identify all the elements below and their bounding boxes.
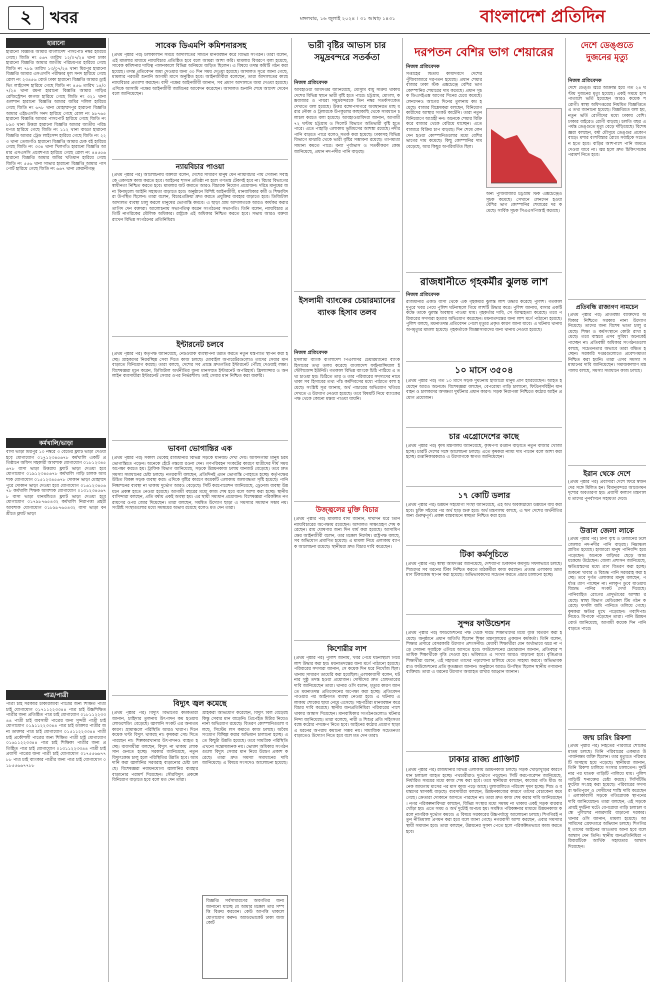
headline-sakib: সাবেক ডিএমপি কমিশনারসহ: [155, 41, 247, 50]
body-pratichhabi: (প্রথম পৃষ্ঠার পর) প্রতিবন্ধী ব্যক্তিদের অধিকার নিশ্চিতে সরকার নানা উদ্যোগ নিয়েছে। তাদের জন্য বিশেষ ভাতা চালু রয়েছে। শিক্ষা ও কর্মসংস্থানে কোটা রাখা হয়েছে। তবে বাস্তবে এসব সুবিধা অনেকেই পাচ্ছেন না। প্রতিবন্ধী অধিকার সংগঠনগুলো বলছে, সচেতনতার অভাবে তারা বঞ্চিত হচ্ছেন। সরকারি দপ্তরগুলোতে প্রবেশগম্যতা নিশ্চিত করা হয়নি। তারা এসব সমস্যা সমাধানের দাবি জানিয়েছেন। সমাজকল্যাণ মন্ত্রণালয় বলছে, সমস্যা সমাধানে কাজ চলছে।: [568, 313, 646, 374]
headline-ten-months: ১০ মাসে ৩৫০৪: [454, 366, 514, 376]
header-date: মঙ্গলবার, ১৬ জুলাই ২০২৪ । ৩১ আষাঢ় ১৪৩১: [300, 16, 396, 22]
rule-dengue: [568, 299, 646, 300]
body-ten-months: (প্রথম পৃষ্ঠার পর) গত ১০ মাসে সড়ক দুর্ঘটনায় হাজারো মানুষ প্রাণ হারিয়েছেন। আহত হয়েছেন আরও অনেকে। বিশেষজ্ঞরা বলছেন, বেপরোয়া গাড়ি চালানো, ফিটনেসবিহীন যানবাহন ও চালকদের অদক্ষতা দুর্ঘটনার প্রধান কারণ। সড়ক নিরাপত্তা নিশ্চিতে কঠোর আইন প্রয়োগ প্রয়োজন।: [406, 379, 562, 401]
ad-box-small: বিজ্ঞপ্তি সর্বসাধারণের অবগতির জন্য জানানো যাচ্ছে যে আমার মক্কেল তার সম্পত্তি বিক্রয় করবেন। কেউ আপত্তি থাকলে যোগাযোগ করুন। অ্যাডভোকেট ঢাকা জজ কোর্ট: [202, 895, 288, 979]
rule-pratichhabi: [568, 465, 646, 466]
rule-tika: [406, 614, 562, 615]
masthead: [0, 0, 650, 34]
column-divider-1: [108, 38, 109, 982]
body-islami: ইসলামী ব্যাংক বাংলাদেশ পিএলসির চেয়ারম্যানের ব্যাংক হিসাবের তথ্য তলব করেছে বাংলাদেশ ফাইন্যান্সিয়াল ইন্টেলিজেন্স ইউনিট। গতকাল বিভিন্ন ব্যাংকে চিঠি পাঠিয়ে এ তথ্য চাওয়া হয়। চিঠিতে তার ও তার পরিবারের সদস্যদের নামে থাকা সব হিসাবের তথ্য পাঁচ কর্মদিবসের মধ্যে পাঠাতে বলা হয়েছে। সংশ্লিষ্ট সূত্র জানায়, অর্থ পাচারের অভিযোগ খতিয়ে দেখতে এ উদ্যোগ নেওয়া হয়েছে। তবে বিষয়টি নিয়ে ব্যাংকের পক্ষ থেকে কোনো মন্তব্য পাওয়া যায়নি।: [294, 358, 400, 403]
headline-chamak: ১৭ কোটি ডলার: [457, 491, 511, 500]
rule-iran: [568, 522, 646, 523]
headline-bidyut: বিদ্যুৎ জ্বল কমেছে: [173, 699, 227, 708]
body-bidyut: (প্রথম পৃষ্ঠার পর) বিদ্যুৎ বিভাগের কর্মকর্তারা জানান, চাহিদার তুলনায় উৎপাদন কম হওয়ায় লোডশেডিং বেড়েছে। জ্বালানি সংকট এর অন্যতম কারণ। গ্রামাঞ্চলে পরিস্থিতি আরও খারাপ। দিনে কয়েক ঘণ্টা বিদ্যুৎ থাকছে না। কৃষকরা সেচ দিতে পারছেন না। শিল্পকারখানার উৎপাদনও ব্যাহত হচ্ছে। ব্যবসায়ীরা বলছেন, বিদ্যুৎ না থাকায় লোকসান গুনতে হচ্ছে। সরকার জানিয়েছে, নতুন বিদ্যুৎকেন্দ্র চালু হলে পরিস্থিতির উন্নতি হবে। আমদানি করা জ্বালানির সরবরাহ বাড়ানোর চেষ্টা চলছে। বিশেষজ্ঞরা নবায়নযোগ্য জ্বালানির ব্যবহার বাড়ানোর পরামর্শ দিয়েছেন। সৌরবিদ্যুৎ প্রকল্পে বিনিয়োগ বাড়াতে হবে বলে মত দেন তারা।: [112, 711, 198, 784]
byline-barsha: নিজস্ব প্রতিবেদক: [294, 80, 328, 86]
body-lead-1: সপ্তাহের দ্বিতীয় কার্যদিবসে দেশের পুঁজিবাজারে দরপতন হয়েছে। প্রধান শেয়ারবাজার ঢাকা স্টক এক্সচেঞ্জে বেশির ভাগ কোম্পানির শেয়ারের দাম কমেছে। প্রধান সূচক ডিএসইএক্স আগের দিনের চেয়ে কমেছে। লেনদেনও আগের দিনের তুলনায় কম হয়েছে। বাজার বিশ্লেষকরা বলছেন, বিনিয়োগকারীদের আস্থার সংকট কাটেনি। তারা নতুন বিনিয়োগে আগ্রহী নন। অনেকে শেয়ার বিক্রি করে বাজার থেকে বেরিয়ে যাচ্ছেন। এতে বাজারে বিক্রির চাপ বাড়ছে। দিন শেষে লেনদেন হওয়া কোম্পানিগুলোর মধ্যে বেশির ভাগের দাম কমেছে। কিছু কোম্পানির দাম বেড়েছে, আর কিছুর অপরিবর্তিত ছিল।: [406, 72, 482, 150]
chart-decline-area: [491, 129, 557, 183]
market-chart: [486, 108, 562, 188]
classified-ads-lost: হারানো বিজ্ঞপ্তি আমার বাংলাদেশ পাসপোর্ট নম্বর হারিয়ে গেছে। জিডি নং ৫৬৭ তারিখ ১২/০৭/২৪ থানা ঢাকা হারানো বিজ্ঞপ্তি আমার জাতীয় পরিচয়পত্র হারিয়ে গেছে জিডি নং ৭৮৯ তারিখ ১৩/০৭/২৪ থানা মিরপুর হারানো বিজ্ঞপ্তি আমার এসএসসি পরীক্ষার মূল সনদ হারিয়ে গেছে রোল নং ২৩৪৫৬ বোর্ড ঢাকা হারানো বিজ্ঞপ্তি আমার ড্রাইভিং লাইসেন্স হারিয়ে গেছে জিডি নং ৪৫৬ তারিখ ১৪/০৭/২৪ থানা রমনা হারানো বিজ্ঞপ্তি আমার গাড়ির রেজিস্ট্রেশন কাগজ হারিয়ে গেছে জিডি নং ৩২১ থানা গুলশান হারানো বিজ্ঞপ্তি আমার জমির দলিল হারিয়ে গেছে জিডি নং ৬৭৮ থানা মোহাম্মদপুর হারানো বিজ্ঞপ্তি আমার এইচএসসি সনদ হারিয়ে গেছে রোল নং ৯৮৭৬৫ হারানো বিজ্ঞপ্তি আমার পাসপোর্ট হারিয়ে গেছে জিডি নং ৮৯০ থানা উত্তরা হারানো বিজ্ঞপ্তি আমার জাতীয় পরিচয়পত্র হারিয়ে গেছে জিডি নং ১১২ থানা বাড্ডা হারানো বিজ্ঞপ্তি আমার ট্রেড লাইসেন্স হারিয়ে গেছে জিডি নং ২২৩ থানা তেজগাঁও হারানো বিজ্ঞপ্তি আমার চেক বই হারিয়ে গেছে জিডি নং ৩৩৪ থানা খিলগাঁও হারানো বিজ্ঞপ্তি আমার এসএসসি প্রবেশপত্র হারিয়ে গেছে রোল নং ৪৪৫৫৬ হারানো বিজ্ঞপ্তি আমার জমির খতিয়ান হারিয়ে গেছে জিডি নং ৫৫৬ থানা সাভার হারানো বিজ্ঞপ্তি আমার পাসপোর্ট হারিয়ে গেছে জিডি নং ৬৬৭ থানা কেরানীগঞ্জ: [6, 50, 106, 173]
headline-tika: টিকা কর্মসূচিতে: [459, 550, 509, 559]
rule-sakib: [112, 159, 288, 160]
body-bidyut-2: গ্রাহকরা অভিযোগ করেছেন, বিদ্যুৎ বিল বেড়েছে কিন্তু সেবার মান বাড়েনি। প্রিপেইড মিটার নিয়েও নানা অভিযোগ রয়েছে। বিতরণ কোম্পানিগুলো বলছে, সিস্টেম লস কমাতে কাজ চলছে। অবৈধ সংযোগ বিচ্ছিন্ন করার অভিযান চালানো হচ্ছে। এতে কিছুটা উন্নতি হয়েছে। তবে সামগ্রিক পরিস্থিতি এখনো সন্তোষজনক নয়। ভোক্তা অধিকার সংগঠনগুলো বিদ্যুৎ সেবার মান নিয়ে উদ্বেগ প্রকাশ করেছে। তারা দ্রুত সমস্যা সমাধানের দাবি জানিয়েছে। এ বিষয়ে সংসদেও আলোচনা হয়েছে।: [202, 711, 288, 767]
body-iran: (প্রথম পৃষ্ঠার পর) প্রবাসীরা দেশে ফিরে স্বজনদের সঙ্গে মিলিত হন। বিমানবন্দরে আবেগঘন দৃশ্যের অবতারণা হয়। প্রবাসী কল্যাণ মন্ত্রণালয় তাদের পুনর্বাসনে সহায়তা দেবে।: [568, 480, 646, 502]
body-barsha: আবহাওয়া অধিদপ্তর জানিয়েছে, মৌসুমি বায়ু সক্রিয় থাকায় দেশের বিভিন্ন স্থানে ভারী বৃষ্টি হতে পারে। চট্টগ্রাম, মোংলা, কক্সবাজার ও পায়রা সমুদ্রবন্দরকে তিন নম্বর সতর্কসংকেত দেখাতে বলা হয়েছে। উত্তর বঙ্গোপসাগরে অবস্থানরত মাছ ধরার নৌকা ও ট্রলারকে উপকূলের কাছাকাছি থেকে সাবধানে চলাচল করতে বলা হয়েছে। আবহাওয়াবিদরা জানান, আগামী ৭২ ঘণ্টায় চট্টগ্রাম ও সিলেট বিভাগে অতিভারী বৃষ্টি হতে পারে। এতে পাহাড়ি এলাকায় ভূমিধসের আশঙ্কা রয়েছে। নদীর পানি বাড়তে পারে বলেও সতর্ক করা হয়েছে। ঢাকাসহ বিভিন্ন বিভাগে মাঝারি থেকে ভারী বৃষ্টির সম্ভাবনা রয়েছে। তাপমাত্রা সামান্য কমতে পারে। বন্যা পূর্বাভাস ও সতর্কীকরণ কেন্দ্র জানিয়েছে, প্রধান নদ-নদীর পানি বাড়ছে।: [294, 88, 400, 155]
body-intarnet: (প্রথম পৃষ্ঠার পর) কর্তৃপক্ষ জানিয়েছে, নেটওয়ার্ক ব্যবস্থাপনা উন্নত করতে নতুন যন্ত্রপাতি স্থাপন করা হচ্ছে। গ্রাহকদের নিরবচ্ছিন্ন সেবা দিতে কাজ চলছে। মোবাইল অপারেটরগুলোও তাদের সেবার মান বাড়াতে বিনিয়োগ করছে। তারা বলছে, দেশের সব প্রান্তে দ্রুতগতির ইন্টারনেট পৌঁছে দেওয়াই লক্ষ্য। বিশেষজ্ঞরা মনে করেন, ডিজিটাল অর্থনীতির জন্য মানসম্মত ইন্টারনেট অপরিহার্য। ফ্রিল্যান্সার ও অনলাইন ব্যবসায়ীরা ইন্টারনেট সেবার ওপর নির্ভরশীল। তাই সেবার মান নিশ্চিত করা জরুরি।: [112, 352, 288, 380]
rule-ujjal: [294, 640, 400, 641]
headline-barsha: ভারী বৃষ্টির আভাস চার সমুদ্রবন্দরে সতর্কতা: [308, 41, 386, 63]
body-utal: (প্রথম পৃষ্ঠার পর) টানা বৃষ্টি ও উজানের ঢলে জেলার নদ-নদীর পানি বাড়ছে। নিম্নাঞ্চল প্লাবিত হয়েছে। হাজারো মানুষ পানিবন্দি হয়ে পড়েছেন। অনেকে বাড়িঘর ছেড়ে আশ্রয়কেন্দ্রে উঠেছেন। জেলা প্রশাসন জানিয়েছে, ক্ষতিগ্রস্তদের মধ্যে ত্রাণ বিতরণ করা হচ্ছে। শুকনো খাবার ও বিশুদ্ধ পানি সরবরাহ করা হচ্ছে। তবে দুর্গত এলাকার মানুষ বলছেন, পর্যাপ্ত ত্রাণ পাচ্ছেন না। নলকূপ ডুবে যাওয়ায় বিশুদ্ধ পানির সংকট দেখা দিয়েছে। পানিবাহিত রোগের প্রাদুর্ভাবের আশঙ্কা রয়েছে। স্বাস্থ্য বিভাগ মেডিকেল টিম গঠন করেছে। ফসলি জমি পানিতে তলিয়ে গেছে। কৃষকরা ক্ষতির মুখে পড়েছেন। গবাদিপশু নিয়েও বিপাকে পড়েছেন তারা। পানি উন্নয়ন বোর্ড জানিয়েছে, আগামী কয়েক দিন পানি বাড়তে পারে।: [568, 537, 646, 632]
body-kishore: (প্রথম পৃষ্ঠার পর) পুলিশ জানায়, খবর পেয়ে ঘটনাস্থলে গিয়ে লাশ উদ্ধার করা হয়। ময়নাতদন্তের জন্য মর্গে পাঠানো হয়েছে। পরিবারের সদস্যরা জানান, সে কয়েক দিন ধরে নিখোঁজ ছিল। থানায় সাধারণ ডায়েরি করা হয়েছিল। এলাকাবাসী বলেন, ঘটনার সুষ্ঠু তদন্ত হওয়া প্রয়োজন। দোষীদের দ্রুত গ্রেফতারের দাবি জানিয়েছেন তারা। থানার ওসি বলেন, মৃত্যুর কারণ জানতে ময়নাতদন্ত প্রতিবেদনের অপেক্ষা করা হচ্ছে। প্রতিবেদন পাওয়ার পর আইনগত ব্যবস্থা নেওয়া হবে। এ ঘটনায় এলাকায় শোকের ছায়া নেমে এসেছে। সহপাঠীরা মানববন্ধন করে বিচার দাবি করেছে। স্থানীয় জনপ্রতিনিধিরা পরিবারের পাশে থাকার আশ্বাস দিয়েছেন। মানবাধিকার সংগঠনগুলোও ঘটনার নিন্দা জানিয়েছে। তারা বলেছে, নারী ও শিশুর প্রতি সহিংসতা বন্ধে কঠোর পদক্ষেপ নিতে হবে। আইনের কঠোর প্রয়োগ ছাড়া এ ধরনের অপরাধ কমানো সম্ভব নয়। সামাজিক সচেতনতা বাড়াতেও উদ্যোগ নিতে হবে বলে মত দেন তারা।: [294, 656, 400, 740]
headline-islami: ইসলামী ব্যাংকের চেয়ারম্যানের ব্যাংক হিসাব তলব: [298, 296, 396, 317]
headline-nyay: ন্যায়বিচার পাওয়া: [175, 163, 225, 171]
headline-iran: ইরান থেকে দেশে: [583, 470, 631, 478]
body-tika: (প্রথম পৃষ্ঠার পর) স্বাস্থ্য অধিদপ্তর জানিয়েছে, দেশব্যাপী টিকাদান কর্মসূচি সফলভাবে চলছে। শিশুদের সব ধরনের টিকা নিশ্চিত করতে মাঠকর্মীরা কাজ করছেন। প্রত্যন্ত এলাকায় ভ্রাম্যমাণ টিকাকেন্দ্র স্থাপন করা হয়েছে। অভিভাবকদের সচেতন করতে প্রচার চালানো হচ্ছে।: [406, 562, 562, 579]
rule-intarnet: [112, 440, 288, 441]
classifieds-column: [6, 38, 106, 982]
column-divider-3: [402, 38, 403, 982]
headline-dhaka: ঢাকার রাজ্য প্রাক্তিটি: [448, 755, 520, 765]
byline-lead: নিজস্ব প্রতিবেদক: [406, 64, 440, 70]
rule-islami: [294, 501, 400, 502]
headline-utal: উত্তাল জেলা লাকে: [580, 527, 634, 535]
headline-kishore: কিশোরীর লাশ: [327, 645, 367, 653]
body-ujjal: (প্রথম পৃষ্ঠার পর) মামলার বাদী জানান, দীর্ঘদিন ধরে তিনি ন্যায়বিচারের অপেক্ষায় রয়েছেন। আদালত সাক্ষ্যগ্রহণ শেষ করেছেন। রায় ঘোষণার জন্য দিন ধার্য করা হয়েছে। আসামিপক্ষের আইনজীবী বলেন, তার মক্কেল নির্দোষ। রাষ্ট্রপক্ষ বলছে, সব অভিযোগ প্রমাণিত হয়েছে। এ মামলা নিয়ে এলাকায় ব্যাপক আলোচনা রয়েছে। স্থানীয়রা দ্রুত বিচার দাবি করেছেন।: [294, 517, 400, 550]
classified-heading-jobs: কর্মখালি/ভাড়া: [6, 438, 106, 448]
classified-heading-matrimonial: পাত্র/পাত্রী: [6, 690, 106, 700]
headline-sthaniya: ভাবনা ভোগান্তির এক: [167, 444, 233, 453]
page-number-badge: [8, 6, 44, 30]
rule-barsha: [294, 291, 400, 292]
body-sthaniya: (প্রথম পৃষ্ঠার পর) সকাল থেকেই রাজধানীর বিভিন্ন সড়কে যানজট দেখা দেয়। অফিসগামী মানুষ চরম ভোগান্তিতে পড়েন। অনেকে হেঁটে গন্তব্যে রওনা দেন। গণপরিবহন সংকটের কারণে যাত্রীদের দীর্ঘ সময় অপেক্ষা করতে হয়। ট্রাফিক বিভাগ জানিয়েছে, সড়কে উন্নয়নকাজ চলায় যানজট বেড়েছে। তবে দ্রুত সমস্যা সমাধানের চেষ্টা চলছে। নগরবাসী বলছেন, প্রতিদিনই এমন ভোগান্তি পোহাতে হচ্ছে। কর্তৃপক্ষের উচিত বিকল্প সড়ক ব্যবস্থা করা। এদিকে বৃষ্টির কারণে কয়েকটি এলাকায় জলাবদ্ধতা সৃষ্টি হয়েছে। পানি নিষ্কাশনের ব্যবস্থা না থাকায় দুর্ভোগ আরও বেড়েছে। সিটি করপোরেশন জানিয়েছে, ড্রেনেজ ব্যবস্থা উন্নয়নে প্রকল্প হাতে নেওয়া হয়েছে। আগামী বছরের মধ্যে কাজ শেষ হবে বলে আশা করা হচ্ছে। স্থানীয় বাসিন্দারা বলছেন, প্রতি বর্ষায় একই অবস্থা হয়। এর স্থায়ী সমাধান প্রয়োজন। বিশেষজ্ঞরা পরিকল্পিত নগরায়ণের ওপর জোর দিয়েছেন। তারা বলছেন, সমন্বিত উদ্যোগ ছাড়া এ সমস্যার সমাধান সম্ভব নয়। সংশ্লিষ্ট সংস্থাগুলোর মধ্যে সমন্বয়ের অভাব রয়েছে বলেও মত দেন তারা।: [112, 456, 288, 512]
rule-nyay: [112, 336, 288, 337]
headline-intarnet: ইন্টারনেট চলবে: [176, 340, 224, 349]
body-sulah: (প্রথম পৃষ্ঠার পর) ফাউন্ডেশনের পক্ষ থেকে দরিদ্র শিক্ষার্থীদের মধ্যে বৃত্তি বিতরণ করা হয়েছে। অনুষ্ঠানে প্রধান অতিথি ছিলেন শিক্ষা মন্ত্রণালয়ের একজন কর্মকর্তা। তিনি বলেন, শিক্ষার প্রসারে বেসরকারি উদ্যোগ প্রশংসনীয়। মেধাবী শিক্ষার্থীরা যেন অর্থাভাবে ঝরে না পড়ে সেজন্য সবাইকে এগিয়ে আসতে হবে। ফাউন্ডেশনের চেয়ারম্যান জানান, প্রতিবছর শতাধিক শিক্ষার্থীকে বৃত্তি দেওয়া হয়। ভবিষ্যতে এ সংখ্যা আরও বাড়ানো হবে। বৃত্তিপ্রাপ্ত শিক্ষার্থীরা বলেন, এই সহায়তা তাদের পড়াশোনা চালিয়ে যেতে সাহায্য করবে। অভিভাবকরাও ফাউন্ডেশনের প্রতি কৃতজ্ঞতা জানান। অনুষ্ঠানে আরও উপস্থিত ছিলেন স্থানীয় গণ্যমান্য ব্যক্তিরা। তারা এ ধরনের উদ্যোগ অব্যাহত রাখার আহ্বান জানান।: [406, 631, 562, 676]
classified-ads-matrimonial: পাত্রী চাই সরকারি চাকরিজীবী পাত্রের জন্য শিক্ষিত পাত্রী চাই যোগাযোগ ০১৭১১২২৩৩৪৪ পাত্র চাই উচ্চশিক্ষিত পাত্রীর জন্য প্রতিষ্ঠিত পাত্র চাই যোগাযোগ ০১৮১১২২৩৩৪৪ পাত্রী চাই ব্যবসায়ী পাত্রের জন্য সুন্দরী পাত্রী চাই যোগাযোগ ০১৯১১২২৩৩৪৪ পাত্র চাই ডাক্তার পাত্রীর জন্য ডাক্তার পাত্র চাই যোগাযোগ ০১৫১১২২৩৩৪৪ পাত্রী চাই প্রকৌশলী পাত্রের জন্য শিক্ষিত পাত্রী চাই যোগাযোগ ০১৬১১২২৩৩৪৪ পাত্র চাই শিক্ষিকা পাত্রীর জন্য প্রতিষ্ঠিত পাত্র চাই যোগাযোগ ০১৩১১২২৩৩৪৪ পাত্রী চাই প্রবাসী পাত্রের জন্য পাত্রী চাই যোগাযোগ ০১৭৫৫৬৬৭৭৮৮ পাত্র চাই ব্যাংকার পাত্রীর জন্য পাত্র চাই যোগাযোগ ০১৮৫৫৬৬৭৭৮৮: [6, 702, 106, 769]
headline-lead: দরপতন বেশির ভাগ শেয়ারের: [414, 45, 554, 59]
rule-utal: [568, 729, 646, 730]
page-number: ২: [20, 7, 32, 28]
body-dhaka: (প্রথম পৃষ্ঠার পর) রাজধানীর বিভিন্ন এলাকায় উন্নয়নকাজ চলছে। সড়ক খোঁড়াখুঁড়ির কারণে যান চলাচল ব্যাহত হচ্ছে। পথচারীরাও দুর্ভোগে পড়ছেন। সিটি করপোরেশন জানিয়েছে, নির্ধারিত সময়ের মধ্যে কাজ শেষ করা হবে। তবে স্থানীয়রা বলছেন, কাজের গতি ধীর। অনেক জায়গায় মাসের পর মাস কাজ পড়ে আছে। ধুলাবালিতে পরিবেশ দূষণ হচ্ছে। শিশু ও বয়স্কদের শ্বাসকষ্ট বাড়ছে। ব্যবসায়ীরা বলছেন, উন্নয়নকাজের কারণে তাদের বেচাকেনা কমে গেছে। ক্রেতারা দোকানে আসতে পারছেন না। তারা দ্রুত কাজ শেষ করার দাবি জানিয়েছেন। নগর পরিকল্পনাবিদরা বলছেন, বিভিন্ন সংস্থার মধ্যে সমন্বয় না থাকায় একই সড়ক বারবার খোঁড়া হয়। এতে সময় ও অর্থ দুটোই অপচয় হয়। সমন্বিত পরিকল্পনার মাধ্যমে উন্নয়নকাজ করলে নাগরিক দুর্ভোগ কমবে। এ বিষয়ে সরকারের উচ্চপর্যায়ে আলোচনা চলছে। শিগগিরই নতুন নীতিমালা প্রণয়ন করা হবে বলে জানা গেছে। নগরবাসী আশা করছেন, এবার সমস্যার স্থায়ী সমাধান হবে। তারা বলছেন, উন্নয়নের সুফল পেতে হলে পরিকল্পিতভাবে কাজ করতে হবে।: [406, 768, 562, 835]
newspaper-logo: [480, 4, 645, 30]
column-divider-4: [565, 38, 566, 982]
headline-shok: জন্ম চারিং রিকশা: [582, 734, 632, 742]
header-rule: [0, 33, 650, 34]
rule-lead: [406, 272, 562, 273]
section-title: খবর: [50, 8, 79, 27]
column-divider-2: [291, 38, 292, 982]
body-lead-2: অন্য পুঁজিবাজার চট্টগ্রাম স্টক এক্সচেঞ্জেও সূচক কমেছে। সেখানে লেনদেন হওয়া বেশির ভাগ কোম্পানির শেয়ারের দর কমেছে। সার্বিক সূচক সিএএসপিআই কমেছে।: [486, 192, 562, 214]
market-chart-svg: [487, 109, 561, 187]
headline-ujjal: উজ্জ্বলের মুক্তি বিচার: [315, 506, 379, 514]
body-dengue: দেশে ডেঙ্গু জ্বরে আক্রান্ত হয়ে গত ২৪ ঘণ্টায় দুজনের মৃত্যু হয়েছে। একই সময়ে হাসপাতালে ভর্তি হয়েছেন আরও কয়েক শ রোগী। স্বাস্থ্য অধিদপ্তরের নিয়মিত বিজ্ঞপ্তিতে এ তথ্য জানানো হয়েছে। বিজ্ঞপ্তিতে বলা হয়, নতুন ভর্তি রোগীদের মধ্যে ঢাকায় বেশি। ঢাকার বাইরেও রোগী বাড়ছে। চলতি বছর এ পর্যন্ত ডেঙ্গুতে মৃত্যু বেড়ে দাঁড়িয়েছে। বিশেষজ্ঞরা বলছেন, বর্ষা মৌসুমে ডেঙ্গুর প্রকোপ বাড়ে। মশার বংশবিস্তার রোধে সবাইকে সচেতন হতে হবে। বাড়ির আশপাশে পানি জমতে দেওয়া যাবে না। জ্বর হলে দ্রুত চিকিৎসকের পরামর্শ নিতে হবে।: [568, 86, 646, 159]
headline-grahak: চার এগ্রোদেশের কাছে: [449, 432, 519, 441]
classified-heading-lost: হারানো: [6, 38, 106, 48]
rule-grahak: [406, 486, 562, 487]
rule-sulah: [406, 751, 562, 752]
logo-text: বাংলাদেশ প্রতিদিন: [480, 7, 606, 27]
byline-dengue: নিজস্ব প্রতিবেদক: [568, 78, 602, 84]
body-shok: (প্রথম পৃষ্ঠার পর) নিহতের পরিবারে শোকের মাতম চলছে। তিনি পরিবারের একমাত্র উপার্জনক্ষম ব্যক্তি ছিলেন। তার মৃত্যুতে পরিবারটি অসহায় হয়ে পড়েছে। স্থানীয়রা জানান, তিনি রিকশা চালিয়ে সংসার চালাতেন। দুর্ঘটনার পর ঘাতক গাড়িটি পালিয়ে যায়। পুলিশ গাড়িটি শনাক্তের চেষ্টা করছে। সিসিটিভি ফুটেজ সংগ্রহ করা হয়েছে। পরিবারের সদস্যরা ক্ষতিপূরণ ও দোষীদের শাস্তি দাবি করেছেন। এলাকাবাসী সড়কে গতিরোধক স্থাপনের দাবি জানিয়েছেন। তারা বলছেন, এই সড়কে প্রায়ই দুর্ঘটনা ঘটে। বেপরোয়া গাড়ি চলাচল বন্ধে পুলিশের নজরদারি বাড়ানো দরকার। থানার ওসি জানান, মামলা হয়েছে। আসামিদের গ্রেফতারে অভিযান চলছে। শিগগিরই তাদের আইনের আওতায় আনা হবে বলে আশ্বাস দেন তিনি। স্থানীয় জনপ্রতিনিধিরা পরিবারটিকে আর্থিক সহায়তার আশ্বাস দিয়েছেন।: [568, 744, 646, 850]
byline-rajdhani: নিজস্ব প্রতিবেদক: [406, 292, 440, 298]
rule-sthaniya: [112, 695, 288, 696]
body-chamak: (প্রথম পৃষ্ঠার পর) উন্নয়ন সহযোগী সংস্থা জানিয়েছে, এই অর্থ অবকাঠামো উন্নয়নে ব্যয় করা হবে। চুক্তি সইয়ের পর অর্থ ছাড় শুরু হবে। অর্থ মন্ত্রণালয় বলছে, এ ঋণ দেশের অর্থনীতির জন্য গুরুত্বপূর্ণ। প্রকল্প বাস্তবায়নে স্বচ্ছতা নিশ্চিত করা হবে।: [406, 503, 562, 520]
rule-rajdhani: [406, 361, 562, 362]
body-sakib: (প্রথম পৃষ্ঠার পর) চলাকালীন সময়ে আদালতের সামনে মানববন্ধন করে বিভিন্ন সংগঠন। তারা বলেন, এই মামলার মাধ্যমে ন্যায়বিচার প্রতিষ্ঠিত হবে বলে আমরা আশা করি। মামলার বিবরণে বলা হয়েছে, সাবেক কমিশনার দায়িত্ব পালনকালে বিভিন্ন অনিয়মে জড়িত ছিলেন। এ বিষয়ে তদন্ত কমিটি গঠন করা হয়েছে। তদন্ত প্রতিবেদন জমা দেওয়ার জন্য ৩০ দিন সময় দেওয়া হয়েছে। আদালত সূত্রে জানা গেছে, মামলার পরবর্তী শুনানি আগামী মাসে অনুষ্ঠিত হবে। আইনজীবীরা বলেছেন, তারা আদালতের কাছে ন্যায়বিচার প্রত্যাশা করছেন। বাদী পক্ষের আইনজীবী জানান, সব প্রমাণ আদালতে জমা দেওয়া হয়েছে। এদিকে আসামি পক্ষের আইনজীবী জামিনের আবেদন করেছেন। আদালত শুনানি শেষে আদেশ দেবেন বলে জানিয়েছেন।: [112, 53, 288, 98]
headline-dengue: দেশে ডেঙ্গুতে দুজনের মৃত্যু: [580, 41, 634, 63]
classified-ads-jobs: বাসা ভাড়া মিরপুর ১০ নম্বরে ৩ বেডের ফ্ল্যাট ভাড়া দেওয়া হবে যোগাযোগ ০১৭১২৩৪৫৬৭৮ কর্মখালি একটি প্রতিষ্ঠানে অফিস সহকারী আবশ্যক যোগাযোগ ০১৮১২৩৪৫৬৭৮ বাসা ভাড়া উত্তরায় ফ্ল্যাট ভাড়া দেওয়া হবে যোগাযোগ ০১৯১২৩৪৫৬৭৮ কর্মখালি গাড়ি চালক আবশ্যক যোগাযোগ ০১৫১২৩৪৫৬৭৮ দোকান ভাড়া মোহাম্মদপুরে দোকান ভাড়া দেওয়া হবে যোগাযোগ ০১৬১২৩৪৫৬৭৮ কর্মখালি শিক্ষক আবশ্যক যোগাযোগ ০১৩১২৩৪৫৬৭৮ বাসা ভাড়া ধানমন্ডিতে ফ্ল্যাট ভাড়া দেওয়া হবে যোগাযোগ ০১৭৯৮৭৬৫৪৩২ কর্মখালি নিরাপত্তা প্রহরী আবশ্যক যোগাযোগ ০১৮৯৮৭৬৫৪৩২ বাসা ভাড়া বনশ্রীতে ফ্ল্যাট ভাড়া: [6, 450, 106, 517]
body-grahak: (প্রথম পৃষ্ঠার পর) কৃষি মন্ত্রণালয় জানিয়েছে, কৃষিপণ্য রপ্তানি বাড়াতে নতুন বাজার খোঁজা হচ্ছে। চারটি দেশের সঙ্গে আলোচনা চলছে। এতে কৃষকরা ন্যায্য দাম পাবেন বলে আশা করা হচ্ছে। রপ্তানিকারকরাও এ উদ্যোগকে স্বাগত জানিয়েছেন।: [406, 444, 562, 461]
rule-chamak: [406, 545, 562, 546]
headline-pratichhabi: প্রতিবন্ধি রাজ্যগণ নামচেন: [575, 304, 639, 311]
byline-islami: নিজস্ব প্রতিবেদক: [294, 350, 328, 356]
body-nyay: (প্রথম পৃষ্ঠার পর) আলোচনায় বক্তারা বলেন, দেশের সাধারণ মানুষ যেন ন্যায়বিচার পায় সেজন্য সবাইকে একসঙ্গে কাজ করতে হবে। আইনের শাসন প্রতিষ্ঠা না হলে গণতন্ত্র টেকসই হবে না। বিচার বিভাগের স্বাধীনতা নিশ্চিত করতে হবে। মামলার জট কমাতে আরও বিচারক নিয়োগ প্রয়োজন। দরিদ্র মানুষের জন্য বিনামূল্যে আইনি সহায়তা বাড়াতে হবে। অনুষ্ঠানে বিশিষ্ট আইনজীবী, মানবাধিকার কর্মী ও শিক্ষাবিদরা উপস্থিত ছিলেন। তারা বলেন, বিচারপ্রক্রিয়া দ্রুত করতে প্রযুক্তির ব্যবহার বাড়াতে হবে। ডিজিটাল আদালত ব্যবস্থা চালু করলে মানুষের ভোগান্তি কমবে। এ ছাড়া গ্রাম আদালতকে আরও কার্যকর করার তাগিদ দেন বক্তারা। আলোচনায় সভাপতিত্ব করেন সংগঠনের সভাপতি। তিনি বলেন, ন্যায়বিচার প্রতিটি নাগরিকের মৌলিক অধিকার। রাষ্ট্রকে এই অধিকার নিশ্চিত করতে হবে। সভায় আরও বক্তব্য রাখেন বিভিন্ন সংগঠনের প্রতিনিধিরা।: [112, 173, 288, 223]
body-rajdhani: রাজধানীর একটি বাসা থেকে এক গৃহকর্মীর ঝুলন্ত লাশ উদ্ধার করেছে পুলিশ। গতকাল দুপুরে খবর পেয়ে পুলিশ ঘটনাস্থলে গিয়ে লাশটি উদ্ধার করে। পুলিশ জানায়, বাসার একটি কক্ষে তাকে ঝুলন্ত অবস্থায় পাওয়া যায়। গৃহকর্তার দাবি, সে আত্মহত্যা করেছে। তবে পরিবারের সদস্যরা হত্যার অভিযোগ করেছেন। ময়নাতদন্তের জন্য লাশ মর্গে পাঠানো হয়েছে। পুলিশ বলছে, ময়নাতদন্ত প্রতিবেদন পেলে মৃত্যুর প্রকৃত কারণ জানা যাবে। এ ঘটনায় থানায় অপমৃত্যুর মামলা হয়েছে। গৃহকর্তাকে জিজ্ঞাসাবাদের জন্য থানায় নেওয়া হয়েছে।: [406, 300, 562, 333]
headline-rajdhani: রাজধানীতে গৃহকর্মীর ঝুলন্ত লাশ: [420, 277, 548, 288]
headline-sulah: সুন্দর ফাউন্ডেশন: [457, 619, 511, 628]
rule-ten-months: [406, 427, 562, 428]
